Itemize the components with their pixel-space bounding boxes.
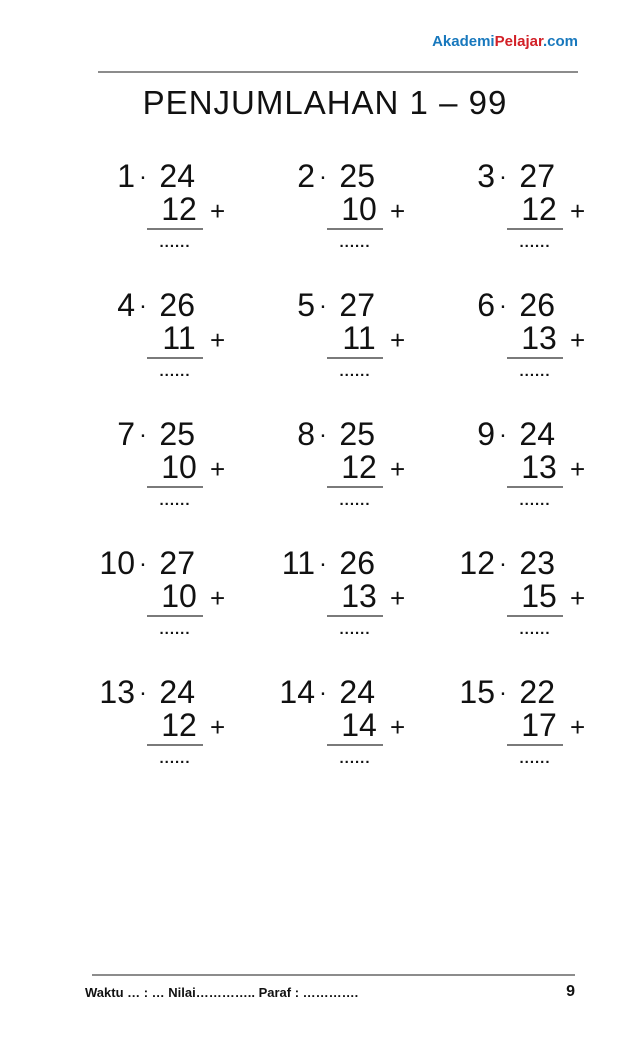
problem-number: 6 (477, 287, 495, 323)
problem-second-line (458, 322, 638, 359)
second-addend-underline (147, 709, 203, 746)
problems-grid (98, 160, 638, 805)
second-addend-underline (507, 709, 563, 746)
problem-number-separator: . (319, 158, 327, 185)
addition-problem (458, 418, 638, 547)
second-addend: 13 (521, 449, 557, 485)
problem-second-line (98, 451, 278, 488)
problem-number-separator: . (139, 158, 147, 185)
problem-first-line (458, 547, 638, 579)
addition-problem (98, 289, 278, 418)
plus-sign: + (570, 196, 586, 226)
problem-number-separator: . (139, 545, 147, 572)
problem-second-line (278, 193, 458, 230)
plus-sign: + (210, 196, 226, 226)
answer-dots: ...... (159, 621, 191, 638)
second-addend-underline (507, 580, 563, 617)
second-addend: 12 (161, 707, 197, 743)
problem-number-separator: . (319, 545, 327, 572)
second-addend: 15 (521, 578, 557, 614)
first-addend: 24 (339, 674, 375, 710)
plus-sign: + (210, 712, 226, 742)
first-addend: 27 (519, 158, 555, 194)
answer-dots: ...... (339, 621, 371, 638)
header-divider (98, 71, 578, 73)
addition-problem (98, 418, 278, 547)
problem-number: 11 (281, 545, 315, 581)
first-addend: 27 (159, 545, 195, 581)
problem-second-line (458, 709, 638, 746)
footer-info-fields: Waktu … : … Nilai………….. Paraf : …………. (85, 985, 359, 1000)
addition-problem (278, 418, 458, 547)
addition-problem (458, 676, 638, 805)
answer-dots: ...... (339, 492, 371, 509)
problem-first-line (278, 676, 458, 708)
problem-first-line (278, 160, 458, 192)
problem-second-line (278, 580, 458, 617)
problem-number: 14 (279, 674, 315, 710)
addition-problem (278, 547, 458, 676)
first-addend: 27 (339, 287, 375, 323)
plus-sign: + (570, 454, 586, 484)
problem-first-line (458, 289, 638, 321)
second-addend-underline (147, 322, 203, 359)
second-addend: 12 (521, 191, 557, 227)
problem-number: 9 (477, 416, 495, 452)
second-addend-underline (327, 322, 383, 359)
first-addend: 23 (519, 545, 555, 581)
second-addend-underline (147, 580, 203, 617)
first-addend: 25 (339, 416, 375, 452)
first-addend: 22 (519, 674, 555, 710)
page-number: 9 (566, 983, 575, 1000)
addition-problem (98, 160, 278, 289)
problem-second-line (278, 322, 458, 359)
second-addend: 17 (521, 707, 557, 743)
addition-problem (458, 289, 638, 418)
addition-problem (278, 676, 458, 805)
answer-dots: ...... (339, 234, 371, 251)
problem-first-line (458, 676, 638, 708)
problem-second-line (98, 580, 278, 617)
second-addend: 11 (162, 320, 196, 356)
second-addend-underline (147, 193, 203, 230)
problem-number: 8 (297, 416, 315, 452)
problem-second-line (278, 451, 458, 488)
answer-dots: ...... (519, 621, 551, 638)
akademipelajar-logo (432, 33, 578, 50)
answer-dots: ...... (519, 492, 551, 509)
problem-number: 3 (477, 158, 495, 194)
worksheet-title: PENJUMLAHAN 1 – 99 (142, 84, 508, 121)
plus-sign: + (390, 325, 406, 355)
problem-first-line (458, 160, 638, 192)
problem-number: 7 (117, 416, 135, 452)
answer-dots: ...... (519, 363, 551, 380)
problem-second-line (98, 709, 278, 746)
problem-number-separator: . (499, 545, 507, 572)
footer-divider (92, 974, 575, 976)
problem-first-line (98, 160, 278, 192)
answer-dots: ...... (159, 363, 191, 380)
answer-dots: ...... (339, 363, 371, 380)
answer-dots: ...... (519, 234, 551, 251)
problem-first-line (98, 676, 278, 708)
problem-number: 5 (297, 287, 315, 323)
second-addend: 11 (342, 320, 376, 356)
logo-text-com: .com (542, 33, 578, 50)
second-addend-underline (507, 193, 563, 230)
problem-first-line (98, 418, 278, 450)
problem-first-line (278, 547, 458, 579)
plus-sign: + (210, 454, 226, 484)
problem-number: 13 (99, 674, 135, 710)
problem-number-separator: . (499, 287, 507, 314)
answer-dots: ...... (339, 750, 371, 767)
plus-sign: + (570, 325, 586, 355)
logo-text-akademi: Akademi (432, 33, 495, 50)
second-addend-underline (507, 322, 563, 359)
problem-second-line (278, 709, 458, 746)
second-addend-underline (507, 451, 563, 488)
first-addend: 26 (339, 545, 375, 581)
problem-number-separator: . (319, 674, 327, 701)
plus-sign: + (390, 583, 406, 613)
second-addend: 13 (341, 578, 377, 614)
problem-number: 1 (117, 158, 135, 194)
plus-sign: + (210, 325, 226, 355)
problem-second-line (458, 580, 638, 617)
plus-sign: + (570, 583, 586, 613)
second-addend-underline (147, 451, 203, 488)
second-addend-underline (327, 193, 383, 230)
problem-number-separator: . (139, 416, 147, 443)
problem-number: 4 (117, 287, 135, 323)
first-addend: 24 (519, 416, 555, 452)
problem-number-separator: . (319, 287, 327, 314)
second-addend: 12 (341, 449, 377, 485)
problem-first-line (98, 547, 278, 579)
second-addend: 10 (161, 449, 197, 485)
problem-first-line (278, 418, 458, 450)
plus-sign: + (210, 583, 226, 613)
plus-sign: + (390, 712, 406, 742)
second-addend: 13 (521, 320, 557, 356)
second-addend: 10 (341, 191, 377, 227)
answer-dots: ...... (159, 234, 191, 251)
plus-sign: + (390, 196, 406, 226)
second-addend-underline (327, 580, 383, 617)
plus-sign: + (570, 712, 586, 742)
problem-second-line (98, 322, 278, 359)
problem-number-separator: . (139, 674, 147, 701)
answer-dots: ...... (159, 750, 191, 767)
second-addend: 12 (161, 191, 197, 227)
problem-number: 10 (99, 545, 135, 581)
addition-problem (278, 289, 458, 418)
second-addend: 14 (341, 707, 377, 743)
problem-second-line (98, 193, 278, 230)
problem-number-separator: . (499, 674, 507, 701)
addition-problem (458, 160, 638, 289)
problem-second-line (458, 451, 638, 488)
problem-number-separator: . (139, 287, 147, 314)
plus-sign: + (390, 454, 406, 484)
second-addend-underline (327, 709, 383, 746)
problem-second-line (458, 193, 638, 230)
addition-problem (458, 547, 638, 676)
answer-dots: ...... (159, 492, 191, 509)
second-addend-underline (327, 451, 383, 488)
problem-number-separator: . (319, 416, 327, 443)
addition-problem (98, 676, 278, 805)
second-addend: 10 (161, 578, 197, 614)
answer-dots: ...... (519, 750, 551, 767)
first-addend: 26 (519, 287, 555, 323)
first-addend: 25 (159, 416, 195, 452)
first-addend: 24 (159, 674, 195, 710)
problem-number-separator: . (499, 416, 507, 443)
problem-number: 2 (297, 158, 315, 194)
problem-first-line (278, 289, 458, 321)
problem-first-line (98, 289, 278, 321)
problem-number: 12 (459, 545, 495, 581)
first-addend: 25 (339, 158, 375, 194)
logo-text-pelajar: Pelajar (494, 33, 543, 50)
problem-number-separator: . (499, 158, 507, 185)
first-addend: 26 (159, 287, 195, 323)
first-addend: 24 (159, 158, 195, 194)
addition-problem (98, 547, 278, 676)
addition-problem (278, 160, 458, 289)
problem-first-line (458, 418, 638, 450)
problem-number: 15 (459, 674, 495, 710)
